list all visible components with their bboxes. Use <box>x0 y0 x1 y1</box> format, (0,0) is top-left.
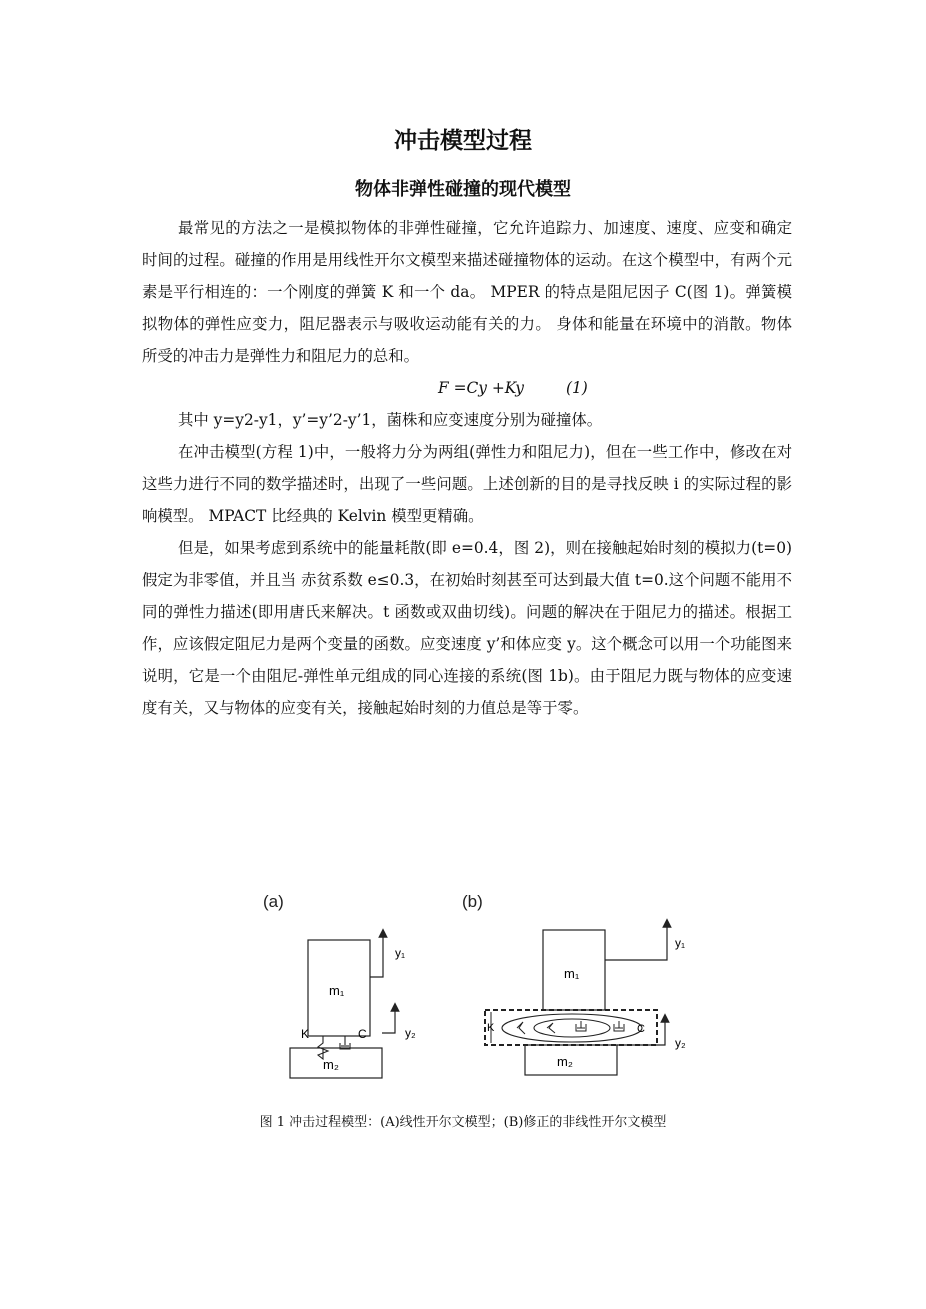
y2-label-b: y₂ <box>675 1036 686 1050</box>
figure-1-diagram <box>255 885 705 1085</box>
panel-a-label: (a) <box>263 892 284 911</box>
spring-outer-b <box>517 1022 525 1034</box>
mass-2-label-b: m₂ <box>557 1054 573 1069</box>
paragraph-4: 但是，如果考虑到系统中的能量耗散(即 e=0.4，图 2)，则在接触起始时刻的模拟力(t=0)假定为非零值，并且当 赤贫系数 e≤0.3，在初始时刻甚至可达到最大值 t=0.这个问题不能用不同的弹性力描述(即用唐氏来解决。t 函数或双曲切线)。问题的解决在于阻尼力的描述。根据工作，应该假定阻尼力是两个变量的函数。应变速度 y’和体应变 y。这个概念可以用一个功能图来说明，它是一个由阻尼-弹性单元组成的同心连接的系统(图 1b)。由于阻尼力既与物体的应变速度有关，又与物体的应变有关，接触起始时刻的力值总是等于零。 <box>142 539 792 717</box>
figure-caption: 图 1 冲击过程模型：(A)线性开尔文模型；(B)修正的非线性开尔文模型 <box>259 1115 667 1130</box>
figure-1 <box>255 885 705 1085</box>
paragraph-1: 最常见的方法之一是模拟物体的非弹性碰撞，它允许追踪力、加速度、速度、应变和确定时间的过程。碰撞的作用是用线性开尔文模型来描述碰撞物体的运动。在这个模型中，有两个元素是平行相连的：一个刚度的弹簧 K 和一个 da。 MPER 的特点是阻尼因子 C(图 1)。弹簧模拟物体的弹性应变力，阻尼器表示与吸收运动能有关的力。 身体和能量在环境中的消散。物体所受的冲击力是弹性力和阻尼力的总和。 <box>142 219 792 365</box>
element-dashed-box-b <box>485 1010 657 1045</box>
mass-1-label-a: m₁ <box>329 983 345 998</box>
equation-1 <box>142 372 792 404</box>
k-label-b: K <box>487 1022 495 1034</box>
k-label-a: K <box>301 1027 310 1041</box>
paragraph-3: 在冲击模型(方程 1)中，一般将力分为两组(弹性力和阻尼力)，但在一些工作中，修改在对这些力进行不同的数学描述时，出现了一些问题。上述创新的目的是寻找反映 i 的实际过程的影响模型。 MPACT 比经典的 Kelvin 模型更精确。 <box>142 443 792 525</box>
c-label-b: C <box>637 1023 645 1035</box>
c-label-a: C <box>358 1027 367 1041</box>
inner-ellipse-b <box>534 1019 610 1037</box>
y1-label-b: y₁ <box>675 936 686 950</box>
mass-2-label-a: m₂ <box>323 1057 339 1072</box>
panel-b-label: (b) <box>462 892 483 911</box>
damper-c-a <box>340 1036 350 1049</box>
body-text <box>142 212 792 724</box>
y1-label-a: y₁ <box>395 946 406 960</box>
damper-inner-b <box>576 1021 586 1031</box>
paragraph-2: 其中 y=y2-y1，y’=y’2-y’1，菌株和应变速度分别为碰撞体。 <box>178 411 603 429</box>
equation-formula: F =Cy +Ky <box>438 379 524 397</box>
damper-outer-b <box>614 1021 624 1031</box>
y2-arrow-a <box>382 1007 395 1033</box>
section-subtitle: 物体非弹性碰撞的现代模型 <box>355 179 571 200</box>
equation-number: (1) <box>565 379 588 397</box>
page-title: 冲击模型过程 <box>394 128 532 154</box>
y1-arrow-b <box>605 923 667 960</box>
spring-inner-b <box>547 1023 555 1033</box>
y2-label-a: y₂ <box>405 1026 416 1040</box>
y1-arrow-a <box>370 933 383 977</box>
mass-1-label-b: m₁ <box>564 966 580 981</box>
